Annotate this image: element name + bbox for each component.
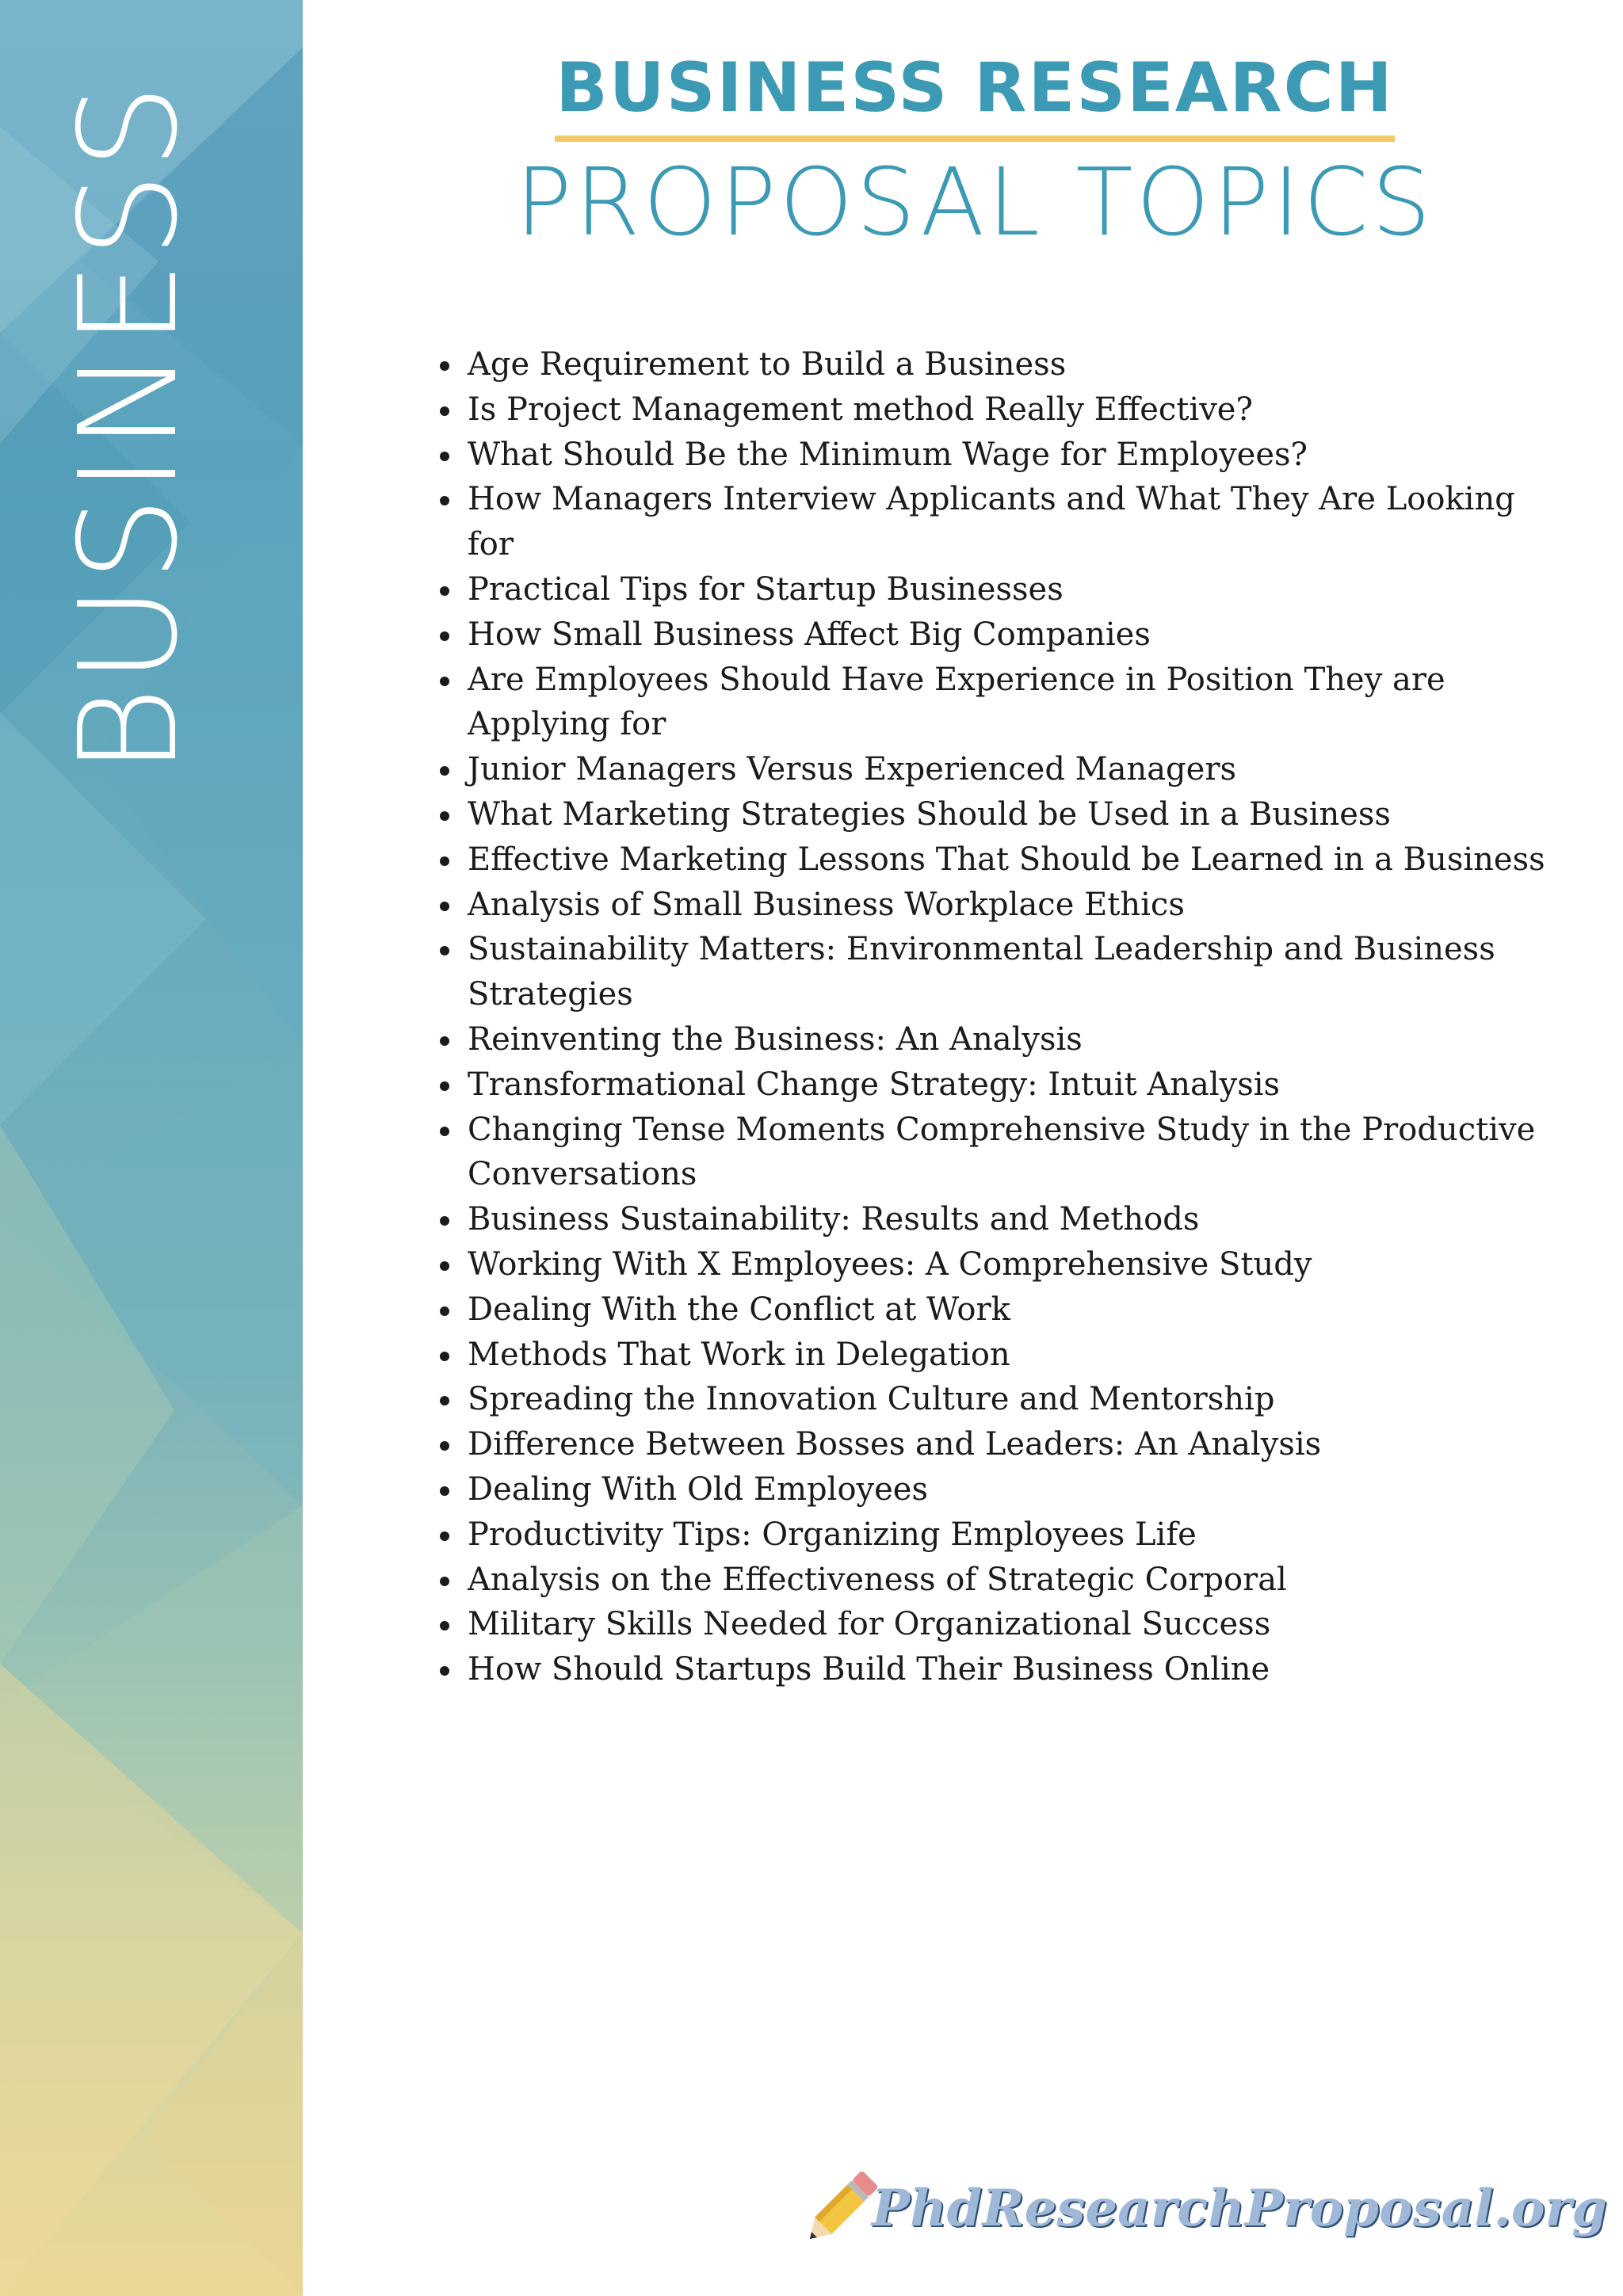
- list-item: [468, 1512, 1561, 1558]
- topic-text: Working With X Employees: A Comprehensive Study: [468, 1245, 1312, 1283]
- list-item: [468, 837, 1561, 883]
- list-item: [468, 883, 1561, 928]
- topic-text: Productivity Tips: Organizing Employees Life: [468, 1516, 1197, 1553]
- topic-text: Methods That Work in Delegation: [468, 1336, 1010, 1373]
- title-divider: [555, 135, 1395, 142]
- list-item: [468, 1333, 1561, 1378]
- bullet-icon: [440, 1531, 449, 1541]
- topic-text: Effective Marketing Lessons That Should be Learned in a Business: [468, 841, 1545, 878]
- list-item: [468, 1287, 1561, 1333]
- list-item: [468, 342, 1561, 387]
- list-item: [468, 1602, 1561, 1647]
- topic-list: [468, 342, 1561, 1692]
- bullet-icon: [440, 1127, 449, 1136]
- bullet-icon: [440, 496, 449, 505]
- list-item: [468, 658, 1561, 748]
- bullet-icon: [440, 677, 449, 686]
- bullet-icon: [440, 1621, 449, 1630]
- topic-text: Are Employees Should Have Experience in Position They are Applying for: [468, 661, 1445, 743]
- bullet-icon: [440, 856, 449, 866]
- list-item: [468, 927, 1561, 1017]
- topic-text: Is Project Management method Really Effective?: [468, 391, 1253, 428]
- bullet-icon: [440, 452, 449, 461]
- list-item: [468, 1647, 1561, 1692]
- list-item: [468, 747, 1561, 792]
- topic-text: How Small Business Affect Big Companies: [468, 616, 1151, 653]
- topic-text: How Should Startups Build Their Business Online: [468, 1651, 1270, 1688]
- bullet-icon: [440, 1486, 449, 1496]
- logo-text: PhdResearchProposal.org: [872, 2179, 1607, 2238]
- bullet-icon: [440, 1666, 449, 1676]
- topic-text: How Managers Interview Applicants and What They Are Looking for: [468, 481, 1515, 563]
- list-item: [468, 1422, 1561, 1467]
- bullet-icon: [440, 1352, 449, 1361]
- topic-text: Dealing With the Conflict at Work: [468, 1291, 1010, 1328]
- topic-text: Junior Managers Versus Experienced Managers: [468, 751, 1236, 788]
- topic-text: Dealing With Old Employees: [468, 1470, 928, 1508]
- topic-text: Difference Between Bosses and Leaders: An Analysis: [468, 1426, 1322, 1463]
- topic-text: Age Requirement to Build a Business: [468, 346, 1067, 383]
- bullet-icon: [440, 1036, 449, 1046]
- bullet-icon: [440, 1396, 449, 1405]
- bullet-icon: [440, 1216, 449, 1226]
- topic-text: What Marketing Strategies Should be Used in a Business: [468, 795, 1391, 833]
- list-item: [468, 387, 1561, 433]
- bullet-icon: [440, 811, 449, 821]
- sidebar: [0, 0, 303, 2296]
- topic-text: Military Skills Needed for Organizational Success: [468, 1606, 1271, 1643]
- sidebar-title: BUSINESS: [51, 80, 208, 776]
- topic-text: Analysis of Small Business Workplace Ethics: [468, 886, 1185, 923]
- list-item: [468, 567, 1561, 612]
- topic-text: What Should Be the Minimum Wage for Employees?: [468, 436, 1308, 473]
- page-title-line1: BUSINESS RESEARCH: [556, 48, 1394, 128]
- bullet-icon: [440, 1081, 449, 1091]
- list-item: [468, 1377, 1561, 1422]
- list-item: [468, 612, 1561, 658]
- site-logo: [796, 2161, 1607, 2256]
- page-title-line2: PROPOSAL TOPICS: [515, 147, 1434, 257]
- bullet-icon: [440, 946, 449, 955]
- list-item: [468, 1467, 1561, 1512]
- bullet-icon: [440, 1441, 449, 1451]
- bullet-icon: [440, 902, 449, 911]
- bullet-icon: [440, 1261, 449, 1271]
- topic-text: Reinventing the Business: An Analysis: [468, 1020, 1083, 1058]
- list-item: [468, 1108, 1561, 1198]
- topic-text: Spreading the Innovation Culture and Mentorship: [468, 1381, 1275, 1418]
- list-item: [468, 1242, 1561, 1287]
- list-item: [468, 792, 1561, 837]
- topic-text: Business Sustainability: Results and Methods: [468, 1201, 1200, 1238]
- bullet-icon: [440, 631, 449, 641]
- topic-text: Analysis on the Effectiveness of Strategic Corporal: [468, 1561, 1287, 1598]
- list-item: [468, 433, 1561, 478]
- bullet-icon: [440, 361, 449, 371]
- topic-text: Sustainability Matters: Environmental Leadership and Business Strategies: [468, 931, 1495, 1013]
- list-item: [468, 1017, 1561, 1062]
- bullet-icon: [440, 1306, 449, 1316]
- bullet-icon: [440, 406, 449, 416]
- list-item: [468, 1062, 1561, 1108]
- list-item: [468, 1197, 1561, 1242]
- bullet-icon: [440, 586, 449, 596]
- list-item: [468, 1558, 1561, 1603]
- bullet-icon: [440, 766, 449, 776]
- list-item: [468, 477, 1561, 567]
- topic-text: Transformational Change Strategy: Intuit Analysis: [468, 1066, 1281, 1103]
- topic-text: Practical Tips for Startup Businesses: [468, 570, 1064, 608]
- bullet-icon: [440, 1577, 449, 1586]
- page-header: [475, 48, 1474, 257]
- pencil-icon: [796, 2161, 884, 2256]
- topic-text: Changing Tense Moments Comprehensive Study in the Productive Conversations: [468, 1111, 1536, 1193]
